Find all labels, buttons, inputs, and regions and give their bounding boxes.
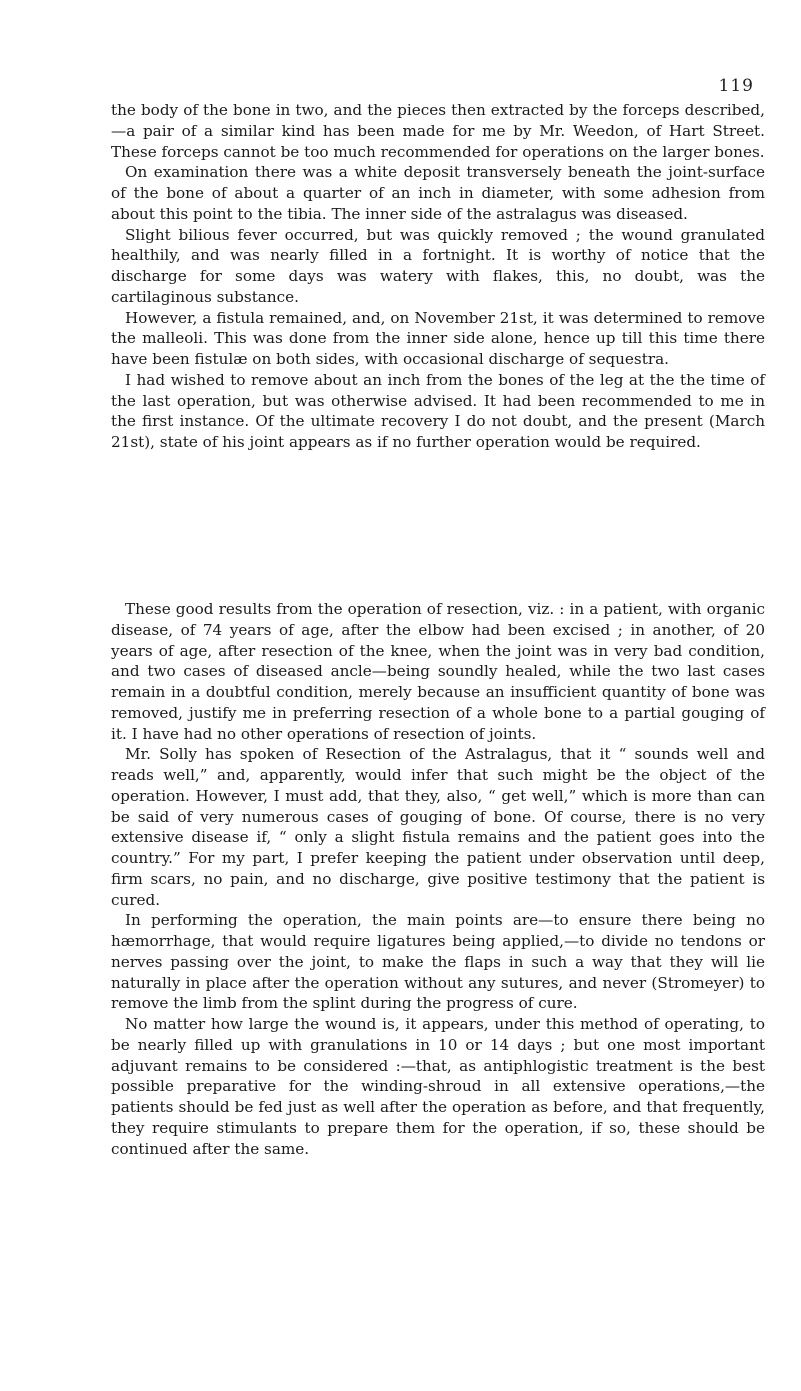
text-section-one — [111, 100, 765, 453]
paragraph: I had wished to remove about an inch from the bones of the leg at the the time of the last operation, but was otherwise advised. It had been recommended to me in the first instance. Of the ultimate recovery I do not doubt, and the present (March 21st), state of his joint appears as if no further operation would be required. — [111, 370, 765, 451]
paragraph: Mr. Solly has spoken of Resection of the Astralagus, that it “ sounds well and reads well,” and, apparently, would infer that such might be the object of the operation. However, I must add, that they, also, “ get well,” which is more than can be said of very numerous cases of gouging of bone. Of course, there is no very extensive disease if, “ only a slight fistula remains and the patient goes into the country.” For my part, I prefer keeping the patient under observation until deep, firm scars, no pain, and no discharge, give positive testimony that the patient is cured. — [111, 745, 765, 909]
paragraph: No matter how large the wound is, it appears, under this method of operating, to be nearly filled up with granulations in 10 or 14 days ; but one most important adjuvant remains to be considered :—that, as antiphlogistic treatment is the best possible preparative for the winding-shroud in all extensive operations,—the patients should be fed just as well after the operation as before, and that frequently, they require stimulants to prepare them for the operation, if so, these should be continued after the same. — [111, 1015, 765, 1158]
paragraph: In performing the operation, the main points are—to ensure there being no hæmorrhage, that would require ligatures being applied,—to divide no tendons or nerves passing over the joint, to make the flaps in such a way that they will lie naturally in place after the operation without any sutures, and never (Stromeyer) to remove the limb from the splint during the progress of cure. — [111, 911, 765, 1013]
paragraph: Slight bilious fever occurred, but was quickly removed ; the wound granulated healthily, and was nearly filled in a fortnight. It is worthy of notice that the discharge for some days was watery with flakes, this, no doubt, was the cartilaginous substance. — [111, 225, 765, 306]
page-number: 119 — [718, 76, 754, 96]
paragraph: the body of the bone in two, and the pieces then extracted by the forceps described,—a pair of a similar kind has been made for me by Mr. Weedon, of Hart Street. These forceps cannot be too much recommended for operations on the larger bones. — [111, 101, 765, 161]
paragraph: On examination there was a white deposit transversely beneath the joint-surface of the bone of about a quarter of an inch in diameter, with some adhesion from about this point to the tibia. The inner side of the astralagus was diseased. — [111, 163, 765, 223]
paragraph: These good results from the operation of resection, viz. : in a patient, with organic disease, of 74 years of age, after the elbow had been excised ; in another, of 20 years of age, after resection of the knee, when the joint was in very bad condition, and two cases of diseased ancle—being soundly healed, while the two last cases remain in a doubtful condition, merely because an insufficient quantity of bone was removed, justify me in preferring resection of a whole bone to a partial gouging of it. I have had no other operations of resection of joints. — [111, 600, 765, 743]
paragraph: However, a fistula remained, and, on November 21st, it was determined to remove the malleoli. This was done from the inner side alone, hence up till this time there have been fistulæ on both sides, with occasional discharge of sequestra. — [111, 308, 765, 368]
text-section-two — [111, 599, 765, 1159]
